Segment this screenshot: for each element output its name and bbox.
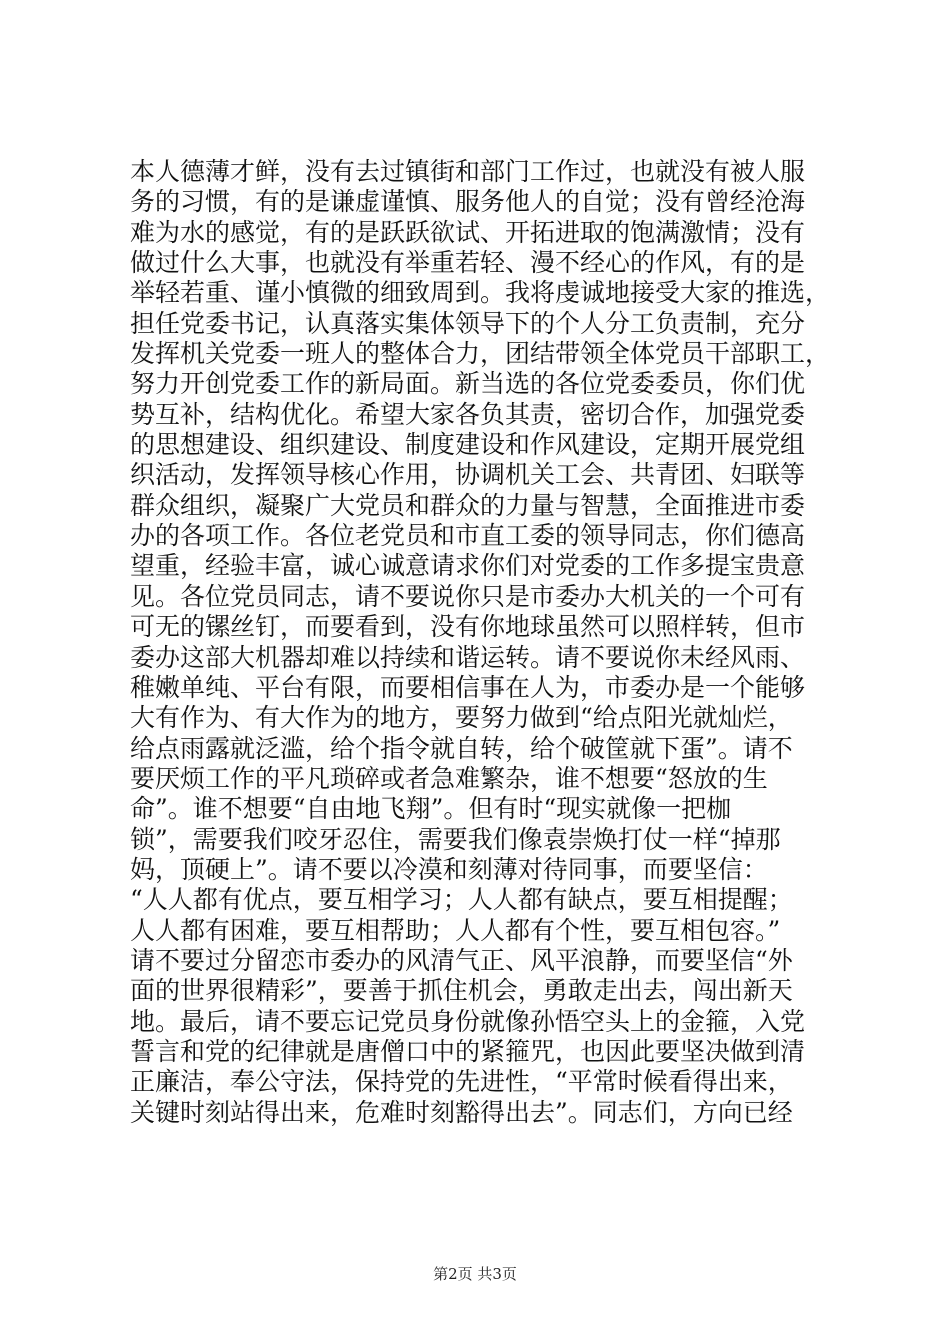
text-line: 发挥机关党委一班人的整体合力，团结带领全体党员干部职工， [130,339,831,369]
text-line: 大有作为、有大作为的地方，要努力做到“给点阳光就灿烂， [130,703,793,733]
text-line: 正廉洁，奉公守法，保持党的先进性，“平常时候看得出来， [130,1067,793,1097]
text-line: 织活动，发挥领导核心作用，协调机关工会、共青团、妇联等 [130,460,806,490]
text-line: 誓言和党的纪律就是唐僧口中的紧箍咒，也因此要坚决做到清 [130,1036,806,1066]
text-line: 难为水的感觉，有的是跃跃欲试、开拓进取的饱满激情；没有 [130,217,806,247]
text-line: “人人都有优点，要互相学习；人人都有缺点，要互相提醒； [130,885,793,915]
text-line: 做过什么大事，也就没有举重若轻、漫不经心的作风，有的是 [130,248,806,278]
text-line: 地。最后，请不要忘记党员身份就像孙悟空头上的金箍，入党 [130,1006,806,1036]
document-body-text [130,157,835,1128]
text-line: 务的习惯，有的是谦虚谨慎、服务他人的自觉；没有曾经沧海 [130,187,806,217]
text-line: 办的各项工作。各位老党员和市直工委的领导同志，你们德高 [130,521,806,551]
page-number-footer: 第2页 共3页 [433,1265,517,1283]
text-line: 稚嫩单纯、平台有限，而要相信事在人为，市委办是一个能够 [130,672,806,702]
text-line: 可无的镙丝钉，而要看到，没有你地球虽然可以照样转，但市 [130,612,806,642]
text-line: 命”。谁不想要“自由地飞翔”。但有时“现实就像一把枷 [130,794,732,824]
text-line: 给点雨露就泛滥，给个指令就自转，给个破筐就下蛋”。请不 [130,733,793,763]
text-line: 人人都有困难，要互相帮助；人人都有个性，要互相包容。” [130,915,781,945]
text-line: 委办这部大机器却难以持续和谐运转。请不要说你未经风雨、 [130,642,806,672]
text-line: 关键时刻站得出来，危难时刻豁得出去”。同志们，方向已经 [130,1097,793,1127]
text-line: 举轻若重、谨小慎微的细致周到。我将虔诚地接受大家的推选， [130,278,831,308]
text-line: 望重，经验丰富，诚心诚意请求你们对党委的工作多提宝贵意 [130,551,806,581]
text-line: 的思想建设、组织建设、制度建设和作风建设，定期开展党组 [130,430,806,460]
text-line: 面的世界很精彩”，要善于抓住机会，勇敢走出去，闯出新天 [130,976,793,1006]
text-line: 群众组织，凝聚广大党员和群众的力量与智慧，全面推进市委 [130,490,806,520]
text-line: 妈，顶硬上”。请不要以冷漠和刻薄对待同事，而要坚信： [130,854,768,884]
text-line: 担任党委书记，认真落实集体领导下的个人分工负责制，充分 [130,308,806,338]
text-line: 本人德薄才鲜，没有去过镇街和部门工作过，也就没有被人服 [130,157,806,186]
text-line: 势互补，结构优化。希望大家各负其责，密切合作，加强党委 [130,399,806,429]
text-line: 见。各位党员同志，请不要说你只是市委办大机关的一个可有 [130,581,806,611]
text-line: 努力开创党委工作的新局面。新当选的各位党委委员，你们优 [130,369,806,399]
text-line: 请不要过分留恋市委办的风清气正、风平浪静，而要坚信“外 [130,945,793,975]
text-line: 要厌烦工作的平凡琐碎或者急难繁杂，谁不想要“怒放的生 [130,763,768,793]
text-line: 锁”，需要我们咬牙忍住，需要我们像袁崇焕打仗一样“掉那 [130,824,781,854]
